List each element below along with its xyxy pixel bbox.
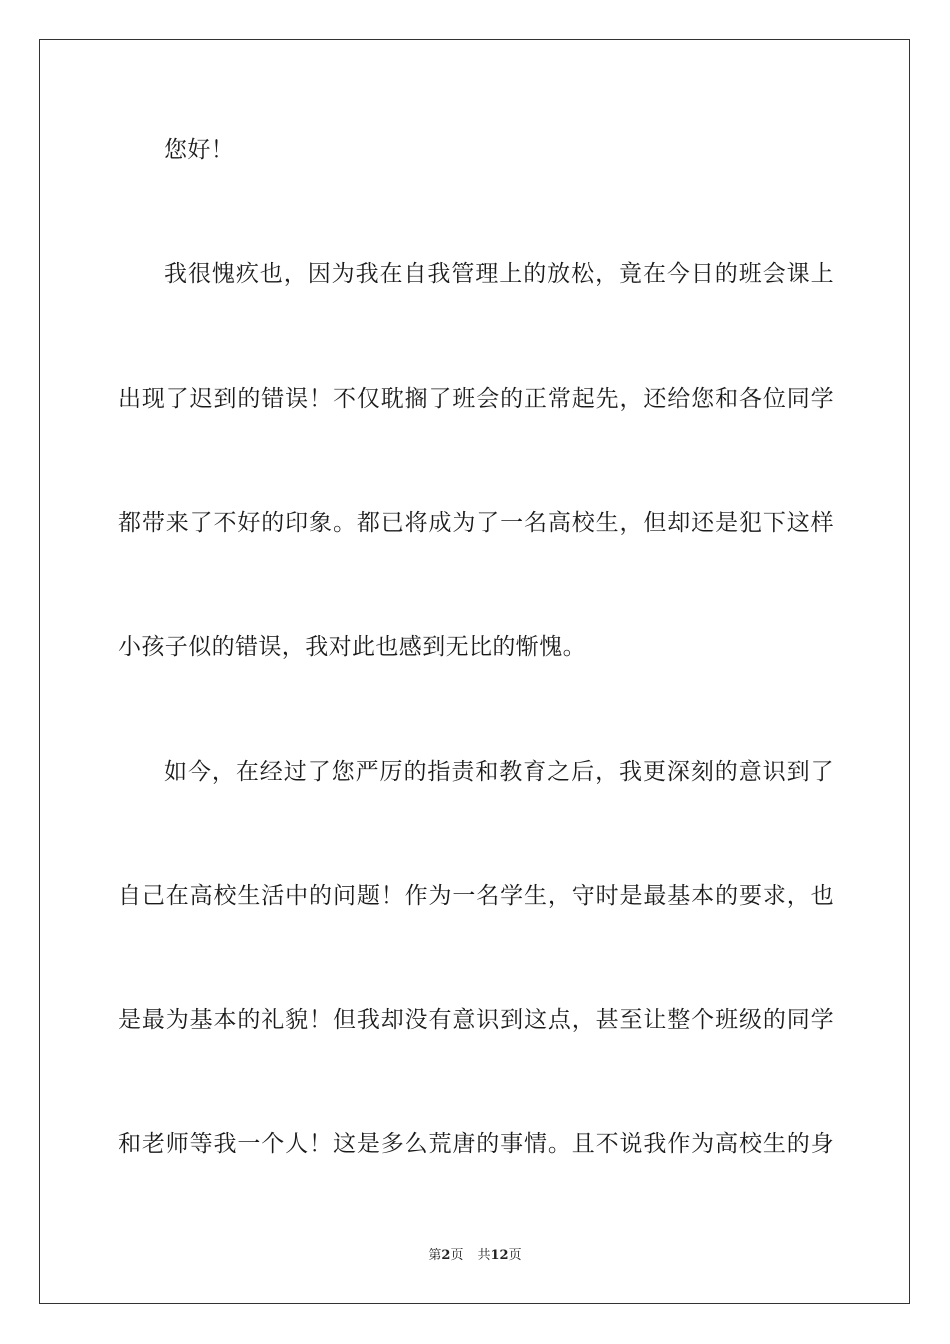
page-border [39,39,910,1304]
salutation-line: 您好！ [164,137,235,163]
text-line: 是最为基本的礼貌！但我却没有意识到这点，甚至让整个班级的同学 [118,1007,834,1033]
text-line: 出现了迟到的错误！不仅耽搁了班会的正常起先，还给您和各位同学 [118,386,834,412]
text-line: 都带来了不好的印象。都已将成为了一名高校生，但却还是犯下这样 [118,510,834,536]
total-suffix: 页 [508,1248,522,1263]
text-line: 我很愧疚也，因为我在自我管理上的放松，竟在今日的班会课上 [164,261,834,287]
text-line: 自己在高校生活中的问题！作为一名学生，守时是最基本的要求，也 [118,883,834,909]
text-line: 小孩子似的错误，我对此也感到无比的惭愧。 [118,634,586,660]
total-pages: 12 [490,1248,509,1263]
page-suffix: 页 [450,1248,464,1263]
text-line: 和老师等我一个人！这是多么荒唐的事情。且不说我作为高校生的身 [118,1131,834,1157]
page-number: 2 [441,1248,451,1263]
page-prefix: 第 [428,1248,442,1263]
text-line: 如今，在经过了您严厉的指责和教育之后，我更深刻的意识到了 [164,759,834,785]
total-prefix: 共 [477,1248,491,1263]
page-footer [0,1247,950,1265]
